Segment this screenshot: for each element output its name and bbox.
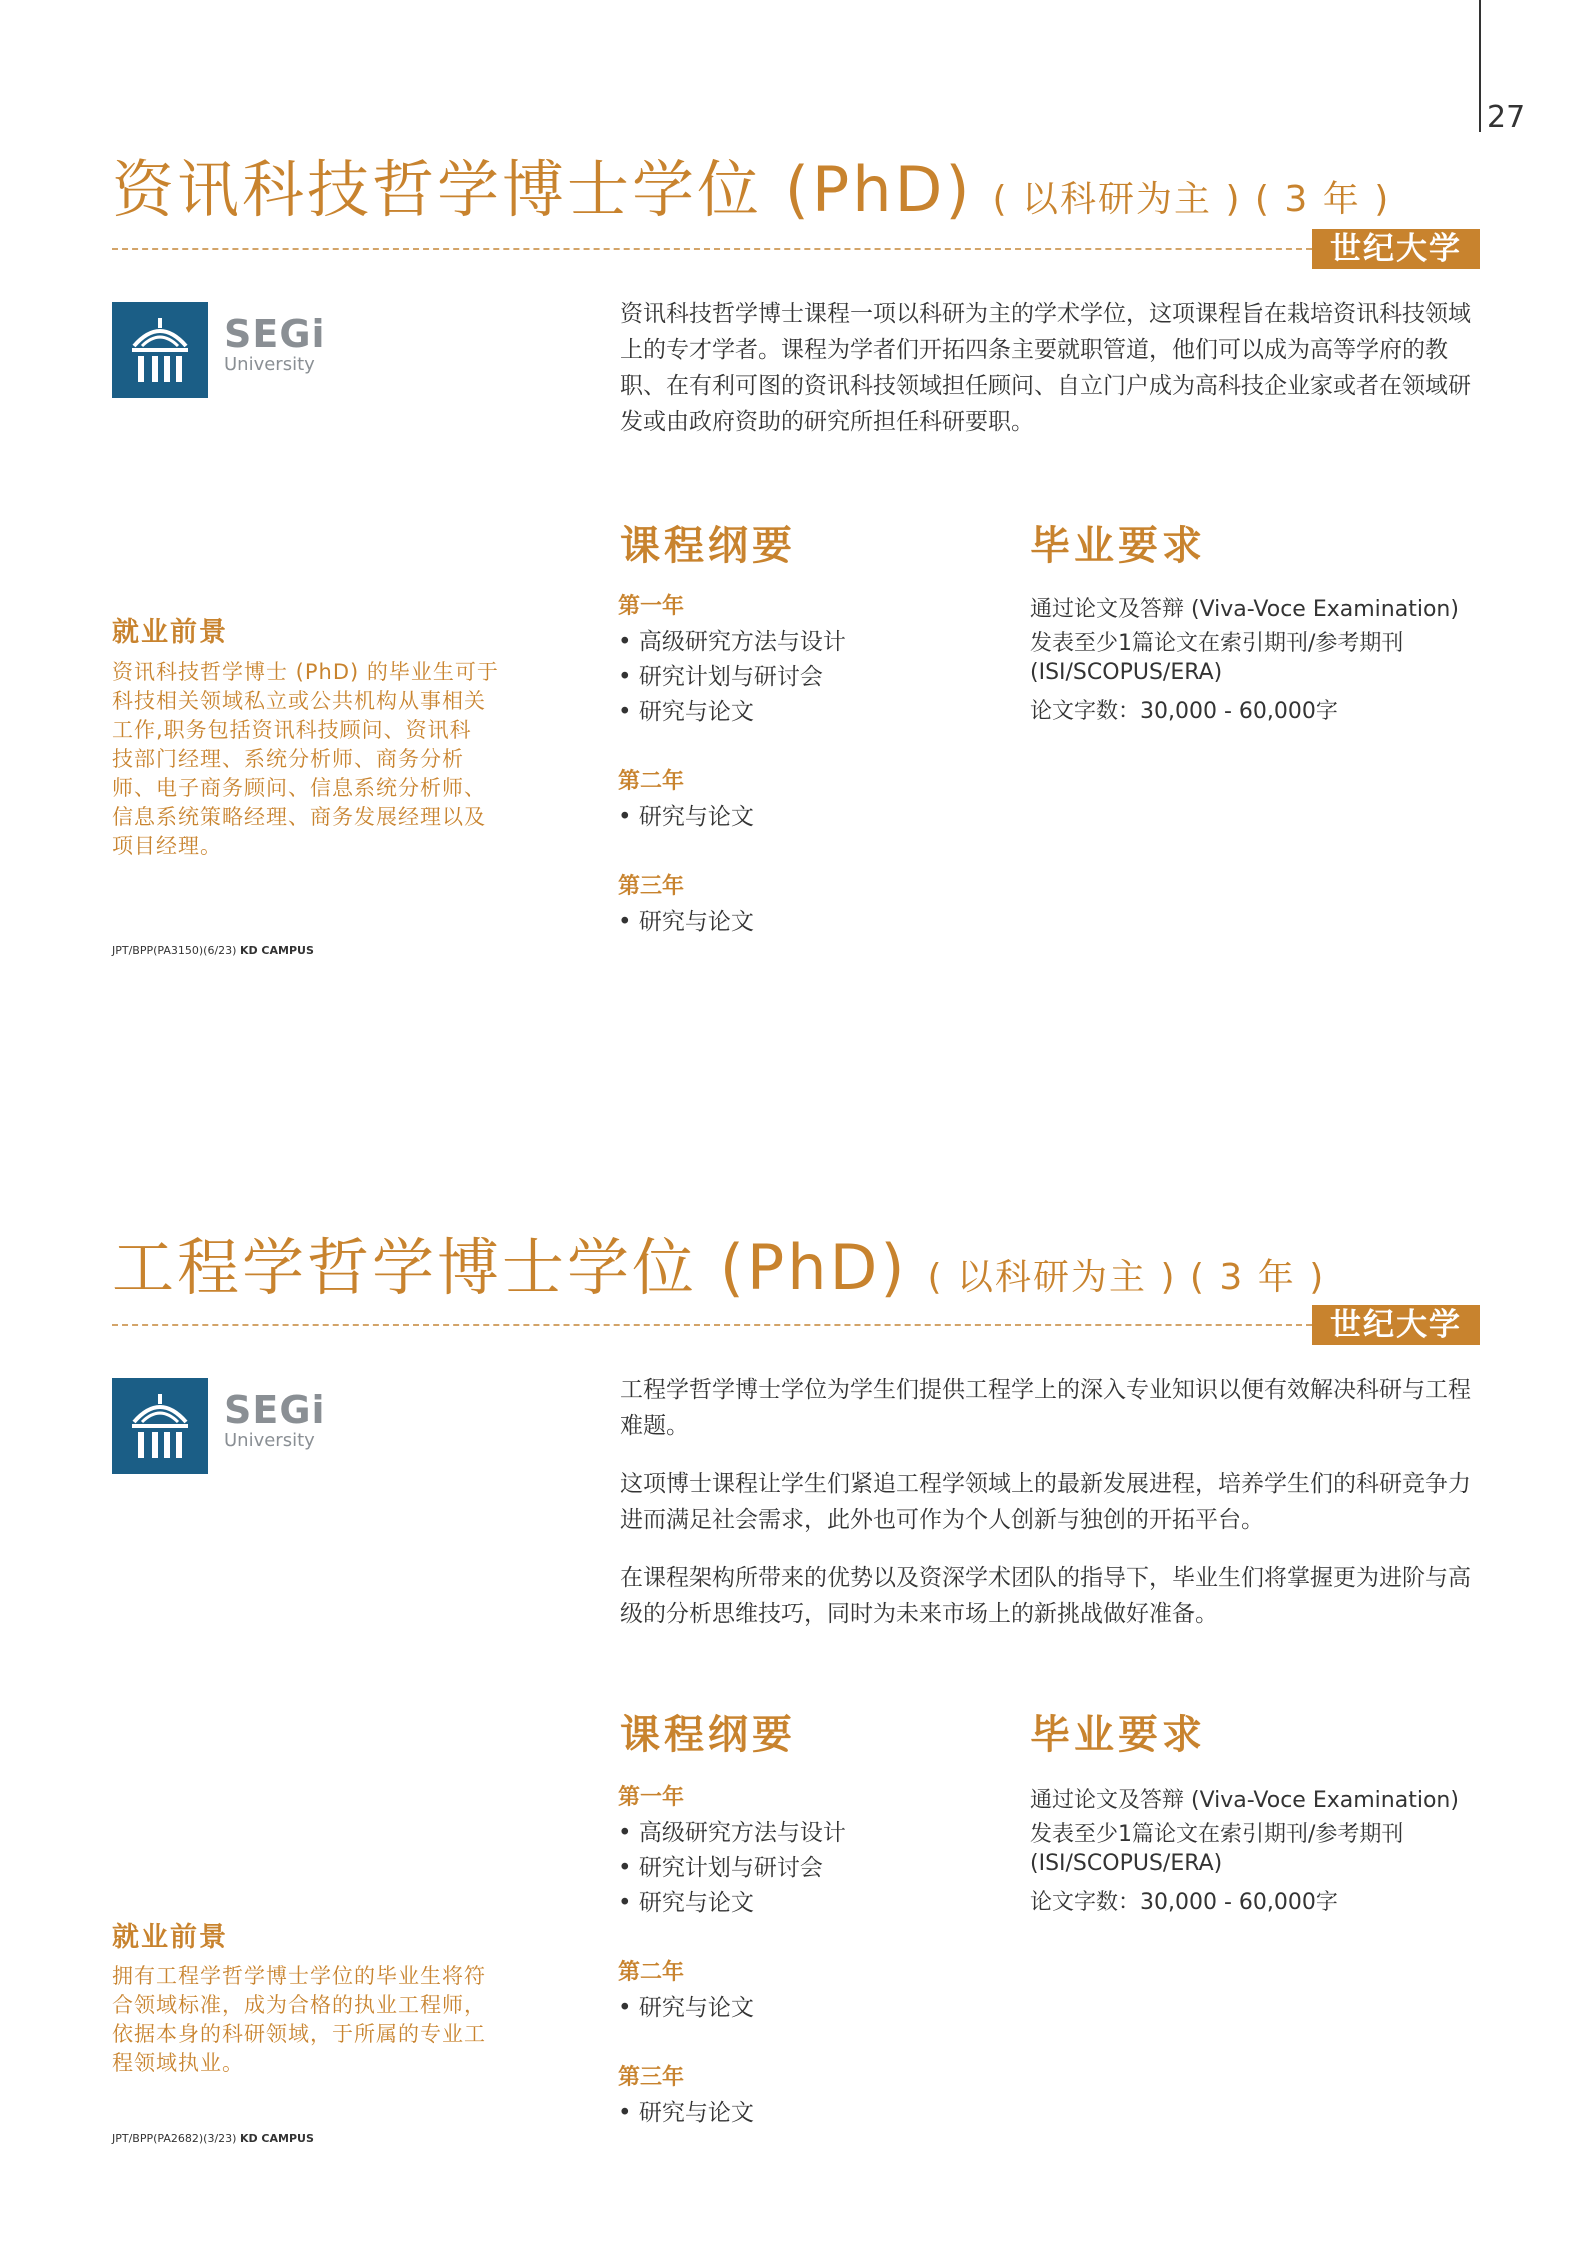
- campus-label: KD CAMPUS: [239, 2132, 314, 2145]
- reference-code-text: JPT/BPP(PA2682)(3/23): [112, 2132, 237, 2145]
- program-title: [112, 1218, 1325, 1307]
- segi-emblem-icon: [112, 1378, 208, 1474]
- syllabus-item: • 研究与论文: [618, 1995, 754, 2021]
- career-heading: 就业前景: [112, 617, 228, 648]
- intro-paragraph: 资讯科技哲学博士课程一项以科研为主的学术学位，这项课程旨在栽培资讯科技领域上的专才学者。课程为学者们开拓四条主要就职管道，他们可以成为高等学府的教职、在有利可图的资讯科技领域担任顾问、自立门户成为高科技企业家或者在领域研发或由政府资助的研究所担任科研要职。: [620, 301, 1471, 435]
- requirement-line: 发表至少1篇论文在索引期刊/参考期刊: [1030, 631, 1404, 656]
- year-1-label: 第一年: [618, 594, 685, 619]
- requirement-line: 论文字数：30,000 - 60,000字: [1030, 1890, 1338, 1915]
- syllabus-item: • 研究与论文: [618, 2100, 754, 2126]
- page-number: 27: [1487, 100, 1526, 135]
- program-title-main: 资讯科技哲学博士学位 (PhD): [112, 153, 973, 226]
- title-divider: [112, 248, 1312, 250]
- syllabus-item: • 研究与论文: [618, 1890, 754, 1916]
- intro-paragraph: 这项博士课程让学生们紧追工程学领域上的最新发展进程，培养学生们的科研竞争力进而满足社会需求，此外也可作为个人创新与独创的开拓平台。: [620, 1471, 1471, 1533]
- page-margin-line: [1479, 0, 1481, 132]
- logo-subtitle: University: [224, 354, 315, 375]
- program-intro: [620, 296, 1480, 462]
- logo-name: SEGi: [224, 1388, 326, 1432]
- intro-paragraph: 在课程架构所带来的优势以及资深学术团队的指导下，毕业生们将掌握更为进阶与高级的分析思维技巧，同时为未来市场上的新挑战做好准备。: [620, 1565, 1471, 1627]
- requirement-line: 论文字数：30,000 - 60,000字: [1030, 699, 1338, 724]
- segi-emblem-icon: [112, 302, 208, 398]
- requirement-line: 发表至少1篇论文在索引期刊/参考期刊: [1030, 1822, 1404, 1847]
- syllabus-item: • 研究计划与研讨会: [618, 1855, 823, 1881]
- syllabus-heading: 课程纲要: [620, 523, 796, 569]
- career-description: 拥有工程学哲学博士学位的毕业生将符合领域标准，成为合格的执业工程师，依据本身的科研领域，于所属的专业工程领域执业。: [112, 1964, 486, 2075]
- reference-code: [112, 2132, 314, 2145]
- title-divider: [112, 1324, 1312, 1326]
- program-title-sub: ( 以科研为主 ) ( 3 年 ): [992, 179, 1391, 220]
- year-2-label: 第二年: [618, 1960, 685, 1985]
- syllabus-heading: 课程纲要: [620, 1712, 796, 1758]
- program-title: [112, 140, 1390, 229]
- logo-name: SEGi: [224, 312, 326, 356]
- syllabus-item: • 研究与论文: [618, 909, 754, 935]
- year-2-label: 第二年: [618, 769, 685, 794]
- requirement-line: 通过论文及答辩 (Viva-Voce Examination): [1030, 597, 1459, 622]
- requirement-line: (ISI/SCOPUS/ERA): [1030, 660, 1223, 685]
- reference-code: [112, 944, 314, 957]
- syllabus-item: • 高级研究方法与设计: [618, 629, 846, 655]
- program-intro: [620, 1372, 1480, 1654]
- year-3-label: 第三年: [618, 874, 685, 899]
- campus-label: KD CAMPUS: [239, 944, 314, 957]
- requirements-heading: 毕业要求: [1030, 523, 1206, 569]
- year-3-label: 第三年: [618, 2065, 685, 2090]
- requirements-heading: 毕业要求: [1030, 1712, 1206, 1758]
- requirement-line: 通过论文及答辩 (Viva-Voce Examination): [1030, 1788, 1459, 1813]
- syllabus-item: • 研究与论文: [618, 699, 754, 725]
- year-1-label: 第一年: [618, 1785, 685, 1810]
- career-description: 资讯科技哲学博士 (PhD) 的毕业生可于科技相关领域私立或公共机构从事相关工作,职务包括资讯科技顾问、资讯科 技部门经理、系统分析师、商务分析师、电子商务顾问、信息系统分析师、信息系统策略经理、商务发展经理以及项目经理。: [112, 660, 499, 858]
- logo-subtitle: University: [224, 1430, 315, 1451]
- intro-paragraph: 工程学哲学博士学位为学生们提供工程学上的深入专业知识以便有效解决科研与工程难题。: [620, 1377, 1471, 1439]
- program-title-sub: ( 以科研为主 ) ( 3 年 ): [927, 1257, 1326, 1298]
- reference-code-text: JPT/BPP(PA3150)(6/23): [112, 944, 237, 957]
- career-heading: 就业前景: [112, 1922, 228, 1953]
- university-badge: 世纪大学: [1312, 1305, 1480, 1345]
- syllabus-item: • 研究计划与研讨会: [618, 664, 823, 690]
- requirement-line: (ISI/SCOPUS/ERA): [1030, 1851, 1223, 1876]
- syllabus-item: • 研究与论文: [618, 804, 754, 830]
- university-badge: 世纪大学: [1312, 229, 1480, 269]
- syllabus-item: • 高级研究方法与设计: [618, 1820, 846, 1846]
- program-title-main: 工程学哲学博士学位 (PhD): [112, 1231, 908, 1304]
